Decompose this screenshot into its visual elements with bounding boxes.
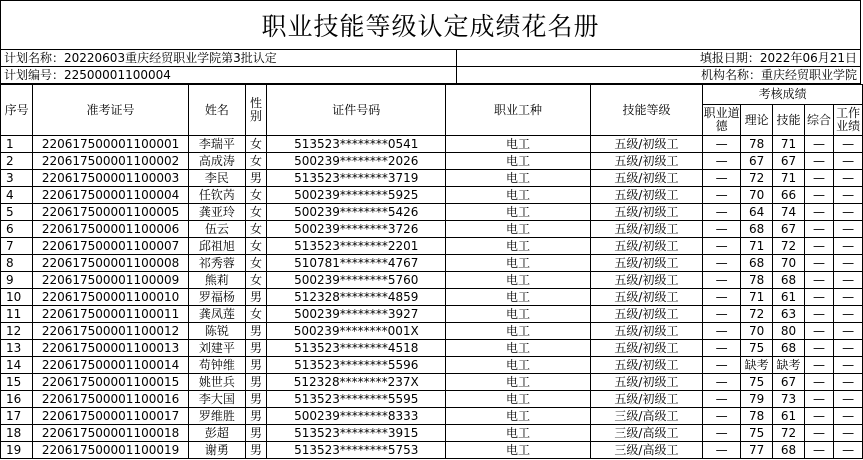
cell-theory: 68: [741, 221, 773, 238]
cell-overall: —: [804, 340, 834, 357]
cell-work-performance: —: [834, 255, 863, 272]
cell-ticket: 220617500001100001: [33, 136, 188, 153]
header-seq: 序号: [1, 85, 33, 136]
cell-seq: 19: [1, 442, 33, 459]
cell-ethics: —: [703, 170, 741, 187]
cell-id-number: 513523********3915: [267, 425, 446, 442]
cell-work-performance: —: [834, 306, 863, 323]
cell-occupation: 电工: [446, 187, 590, 204]
cell-skill: 63: [773, 306, 804, 323]
cell-overall: —: [804, 153, 834, 170]
cell-skill: 缺考: [773, 357, 804, 374]
cell-gender: 女: [245, 136, 266, 153]
cell-theory: 70: [741, 187, 773, 204]
plan-name: 计划名称：20220603重庆经贸职业学院第3批认定: [4, 51, 277, 65]
cell-gender: 男: [245, 340, 266, 357]
table-row: [1, 187, 863, 204]
cell-skill-level: 五级/初级工: [590, 255, 703, 272]
cell-ticket: 220617500001100006: [33, 221, 188, 238]
cell-theory: 71: [741, 238, 773, 255]
cell-ticket: 220617500001100015: [33, 374, 188, 391]
cell-occupation: 电工: [446, 204, 590, 221]
plan-number: 计划编号：22500001100004: [4, 68, 171, 82]
cell-id-number: 500239********5925: [267, 187, 446, 204]
cell-skill-level: 五级/初级工: [590, 323, 703, 340]
cell-ticket: 220617500001100016: [33, 391, 188, 408]
cell-theory: 64: [741, 204, 773, 221]
header-ticket: 准考证号: [33, 85, 188, 136]
cell-seq: 7: [1, 238, 33, 255]
cell-ethics: —: [703, 272, 741, 289]
header-work-performance: 工作业绩: [834, 105, 863, 136]
cell-overall: —: [804, 357, 834, 374]
cell-theory: 70: [741, 323, 773, 340]
cell-name: 罗福杨: [188, 289, 245, 306]
cell-id-number: 513523********5596: [267, 357, 446, 374]
cell-skill-level: 五级/初级工: [590, 238, 703, 255]
cell-ticket: 220617500001100011: [33, 306, 188, 323]
cell-skill: 68: [773, 272, 804, 289]
cell-skill-level: 五级/初级工: [590, 221, 703, 238]
cell-gender: 女: [245, 187, 266, 204]
cell-occupation: 电工: [446, 289, 590, 306]
cell-skill: 70: [773, 255, 804, 272]
info-divider: [456, 50, 457, 66]
header-occupation: 职业工种: [446, 85, 590, 136]
cell-id-number: 513523********3719: [267, 170, 446, 187]
table-row: [1, 136, 863, 153]
document-title: 职业技能等级认定成绩花名册: [0, 0, 861, 50]
cell-gender: 女: [245, 204, 266, 221]
cell-ethics: —: [703, 357, 741, 374]
cell-seq: 18: [1, 425, 33, 442]
cell-ticket: 220617500001100017: [33, 408, 188, 425]
cell-name: 李瑞平: [188, 136, 245, 153]
cell-theory: 78: [741, 272, 773, 289]
cell-seq: 5: [1, 204, 33, 221]
table-row: [1, 357, 863, 374]
cell-overall: —: [804, 204, 834, 221]
cell-name: 祁秀蓉: [188, 255, 245, 272]
cell-gender: 女: [245, 221, 266, 238]
org-name: 机构名称：重庆经贸职业学院: [700, 68, 857, 82]
cell-skill-level: 五级/初级工: [590, 391, 703, 408]
cell-overall: —: [804, 425, 834, 442]
cell-overall: —: [804, 255, 834, 272]
cell-gender: 男: [245, 323, 266, 340]
cell-seq: 10: [1, 289, 33, 306]
table-row: [1, 306, 863, 323]
cell-skill-level: 五级/初级工: [590, 340, 703, 357]
cell-name: 姚世兵: [188, 374, 245, 391]
cell-skill: 67: [773, 221, 804, 238]
cell-seq: 9: [1, 272, 33, 289]
cell-overall: —: [804, 187, 834, 204]
cell-id-number: 513523********5595: [267, 391, 446, 408]
cell-theory: 72: [741, 306, 773, 323]
cell-gender: 女: [245, 306, 266, 323]
cell-id-number: 513523********4518: [267, 340, 446, 357]
cell-id-number: 500239********001X: [267, 323, 446, 340]
table-row: [1, 204, 863, 221]
cell-ethics: —: [703, 238, 741, 255]
cell-id-number: 500239********8333: [267, 408, 446, 425]
cell-seq: 13: [1, 340, 33, 357]
cell-overall: —: [804, 442, 834, 459]
info-row-1: [0, 50, 861, 67]
cell-theory: 72: [741, 170, 773, 187]
cell-name: 谢勇: [188, 442, 245, 459]
cell-ticket: 220617500001100002: [33, 153, 188, 170]
cell-occupation: 电工: [446, 357, 590, 374]
cell-ethics: —: [703, 425, 741, 442]
cell-seq: 11: [1, 306, 33, 323]
score-table: [0, 84, 863, 459]
cell-skill-level: 五级/初级工: [590, 136, 703, 153]
cell-ethics: —: [703, 323, 741, 340]
cell-id-number: 500239********5760: [267, 272, 446, 289]
cell-work-performance: —: [834, 357, 863, 374]
cell-name: 龚凤莲: [188, 306, 245, 323]
cell-ethics: —: [703, 289, 741, 306]
cell-ethics: —: [703, 408, 741, 425]
cell-overall: —: [804, 136, 834, 153]
header-skill-level: 技能等级: [590, 85, 703, 136]
cell-skill: 68: [773, 340, 804, 357]
cell-seq: 6: [1, 221, 33, 238]
cell-ethics: —: [703, 255, 741, 272]
cell-occupation: 电工: [446, 255, 590, 272]
header-overall: 综合: [804, 105, 834, 136]
cell-work-performance: —: [834, 442, 863, 459]
cell-skill: 67: [773, 374, 804, 391]
cell-theory: 75: [741, 374, 773, 391]
cell-theory: 78: [741, 408, 773, 425]
cell-name: 任钦芮: [188, 187, 245, 204]
cell-ticket: 220617500001100003: [33, 170, 188, 187]
cell-overall: —: [804, 323, 834, 340]
cell-work-performance: —: [834, 204, 863, 221]
cell-work-performance: —: [834, 221, 863, 238]
fill-date: 填报日期：2022年06月21日: [699, 51, 857, 65]
cell-skill: 72: [773, 425, 804, 442]
cell-overall: —: [804, 272, 834, 289]
info-divider: [456, 67, 457, 83]
cell-id-number: 512328********237X: [267, 374, 446, 391]
cell-occupation: 电工: [446, 153, 590, 170]
cell-ethics: —: [703, 187, 741, 204]
cell-skill: 72: [773, 238, 804, 255]
cell-id-number: 500239********3927: [267, 306, 446, 323]
cell-skill: 80: [773, 323, 804, 340]
cell-overall: —: [804, 391, 834, 408]
cell-occupation: 电工: [446, 323, 590, 340]
cell-skill: 74: [773, 204, 804, 221]
cell-gender: 男: [245, 374, 266, 391]
cell-work-performance: —: [834, 170, 863, 187]
cell-work-performance: —: [834, 374, 863, 391]
cell-overall: —: [804, 238, 834, 255]
cell-id-number: 500239********3726: [267, 221, 446, 238]
table-row: [1, 323, 863, 340]
cell-ethics: —: [703, 136, 741, 153]
cell-name: 彭超: [188, 425, 245, 442]
cell-skill: 73: [773, 391, 804, 408]
cell-gender: 男: [245, 289, 266, 306]
table-row: [1, 425, 863, 442]
cell-seq: 16: [1, 391, 33, 408]
cell-name: 陈锐: [188, 323, 245, 340]
cell-work-performance: —: [834, 323, 863, 340]
cell-skill-level: 三级/高级工: [590, 425, 703, 442]
cell-id-number: 500239********2026: [267, 153, 446, 170]
cell-ticket: 220617500001100007: [33, 238, 188, 255]
cell-name: 苟钟维: [188, 357, 245, 374]
cell-name: 高成涛: [188, 153, 245, 170]
table-row: [1, 170, 863, 187]
cell-name: 邱祖旭: [188, 238, 245, 255]
cell-name: 龚亚玲: [188, 204, 245, 221]
cell-ticket: 220617500001100005: [33, 204, 188, 221]
cell-occupation: 电工: [446, 238, 590, 255]
cell-work-performance: —: [834, 340, 863, 357]
cell-skill: 66: [773, 187, 804, 204]
cell-overall: —: [804, 221, 834, 238]
cell-skill-level: 五级/初级工: [590, 306, 703, 323]
cell-occupation: 电工: [446, 221, 590, 238]
cell-seq: 14: [1, 357, 33, 374]
cell-work-performance: —: [834, 391, 863, 408]
cell-gender: 女: [245, 255, 266, 272]
cell-skill-level: 五级/初级工: [590, 204, 703, 221]
cell-seq: 4: [1, 187, 33, 204]
cell-skill: 67: [773, 153, 804, 170]
cell-name: 伍云: [188, 221, 245, 238]
cell-skill: 71: [773, 136, 804, 153]
cell-seq: 17: [1, 408, 33, 425]
cell-name: 罗维胜: [188, 408, 245, 425]
cell-id-number: 513523********2201: [267, 238, 446, 255]
cell-name: 熊莉: [188, 272, 245, 289]
table-row: [1, 408, 863, 425]
cell-seq: 3: [1, 170, 33, 187]
cell-work-performance: —: [834, 289, 863, 306]
table-row: [1, 238, 863, 255]
cell-ethics: —: [703, 442, 741, 459]
table-row: [1, 442, 863, 459]
cell-ticket: 220617500001100010: [33, 289, 188, 306]
cell-ethics: —: [703, 340, 741, 357]
cell-ticket: 220617500001100013: [33, 340, 188, 357]
header-id-number: 证件号码: [267, 85, 446, 136]
cell-work-performance: —: [834, 272, 863, 289]
header-theory: 理论: [741, 105, 773, 136]
cell-overall: —: [804, 289, 834, 306]
cell-skill-level: 五级/初级工: [590, 374, 703, 391]
cell-ticket: 220617500001100019: [33, 442, 188, 459]
table-row: [1, 289, 863, 306]
table-row: [1, 153, 863, 170]
cell-gender: 女: [245, 238, 266, 255]
cell-id-number: 513523********0541: [267, 136, 446, 153]
header-gender: 性别: [245, 85, 266, 136]
table-row: [1, 272, 863, 289]
cell-occupation: 电工: [446, 391, 590, 408]
cell-overall: —: [804, 408, 834, 425]
cell-theory: 67: [741, 153, 773, 170]
cell-theory: 75: [741, 340, 773, 357]
table-row: [1, 391, 863, 408]
cell-occupation: 电工: [446, 340, 590, 357]
cell-occupation: 电工: [446, 408, 590, 425]
cell-theory: 78: [741, 136, 773, 153]
cell-ticket: 220617500001100012: [33, 323, 188, 340]
cell-occupation: 电工: [446, 170, 590, 187]
cell-theory: 75: [741, 425, 773, 442]
cell-overall: —: [804, 306, 834, 323]
cell-gender: 男: [245, 170, 266, 187]
cell-skill-level: 五级/初级工: [590, 357, 703, 374]
cell-work-performance: —: [834, 187, 863, 204]
cell-ticket: 220617500001100004: [33, 187, 188, 204]
cell-ethics: —: [703, 306, 741, 323]
cell-work-performance: —: [834, 153, 863, 170]
cell-seq: 15: [1, 374, 33, 391]
cell-skill-level: 三级/高级工: [590, 408, 703, 425]
cell-ticket: 220617500001100008: [33, 255, 188, 272]
cell-ticket: 220617500001100009: [33, 272, 188, 289]
cell-ethics: —: [703, 153, 741, 170]
cell-overall: —: [804, 170, 834, 187]
cell-name: 刘建平: [188, 340, 245, 357]
cell-occupation: 电工: [446, 425, 590, 442]
cell-gender: 男: [245, 391, 266, 408]
cell-name: 李民: [188, 170, 245, 187]
cell-overall: —: [804, 374, 834, 391]
cell-ticket: 220617500001100018: [33, 425, 188, 442]
cell-name: 李大国: [188, 391, 245, 408]
cell-skill: 68: [773, 442, 804, 459]
cell-skill: 61: [773, 408, 804, 425]
cell-seq: 2: [1, 153, 33, 170]
cell-skill-level: 五级/初级工: [590, 289, 703, 306]
cell-skill-level: 五级/初级工: [590, 153, 703, 170]
cell-skill-level: 五级/初级工: [590, 170, 703, 187]
cell-seq: 12: [1, 323, 33, 340]
cell-skill: 71: [773, 170, 804, 187]
cell-id-number: 512328********4859: [267, 289, 446, 306]
cell-ethics: —: [703, 374, 741, 391]
cell-occupation: 电工: [446, 272, 590, 289]
cell-ethics: —: [703, 221, 741, 238]
cell-occupation: 电工: [446, 374, 590, 391]
cell-gender: 男: [245, 425, 266, 442]
cell-theory: 77: [741, 442, 773, 459]
cell-gender: 女: [245, 272, 266, 289]
table-row: [1, 340, 863, 357]
cell-seq: 8: [1, 255, 33, 272]
table-row: [1, 374, 863, 391]
cell-gender: 男: [245, 408, 266, 425]
cell-seq: 1: [1, 136, 33, 153]
cell-occupation: 电工: [446, 136, 590, 153]
cell-theory: 71: [741, 289, 773, 306]
cell-skill-level: 五级/初级工: [590, 272, 703, 289]
cell-work-performance: —: [834, 238, 863, 255]
cell-gender: 女: [245, 153, 266, 170]
cell-id-number: 510781********4767: [267, 255, 446, 272]
cell-theory: 79: [741, 391, 773, 408]
cell-theory: 缺考: [741, 357, 773, 374]
cell-work-performance: —: [834, 408, 863, 425]
cell-occupation: 电工: [446, 442, 590, 459]
header-ethics: 职业道德: [703, 105, 741, 136]
cell-work-performance: —: [834, 425, 863, 442]
info-row-2: [0, 67, 861, 84]
table-row: [1, 255, 863, 272]
cell-ticket: 220617500001100014: [33, 357, 188, 374]
cell-gender: 男: [245, 357, 266, 374]
cell-ethics: —: [703, 391, 741, 408]
cell-skill-level: 五级/初级工: [590, 187, 703, 204]
cell-occupation: 电工: [446, 306, 590, 323]
cell-ethics: —: [703, 204, 741, 221]
cell-theory: 68: [741, 255, 773, 272]
cell-skill-level: 三级/高级工: [590, 442, 703, 459]
header-skill: 技能: [773, 105, 804, 136]
cell-id-number: 513523********5753: [267, 442, 446, 459]
cell-skill: 61: [773, 289, 804, 306]
header-scores-group: 考核成绩: [703, 85, 863, 105]
header-name: 姓名: [188, 85, 245, 136]
cell-work-performance: —: [834, 136, 863, 153]
cell-gender: 男: [245, 442, 266, 459]
table-row: [1, 221, 863, 238]
cell-id-number: 500239********5426: [267, 204, 446, 221]
